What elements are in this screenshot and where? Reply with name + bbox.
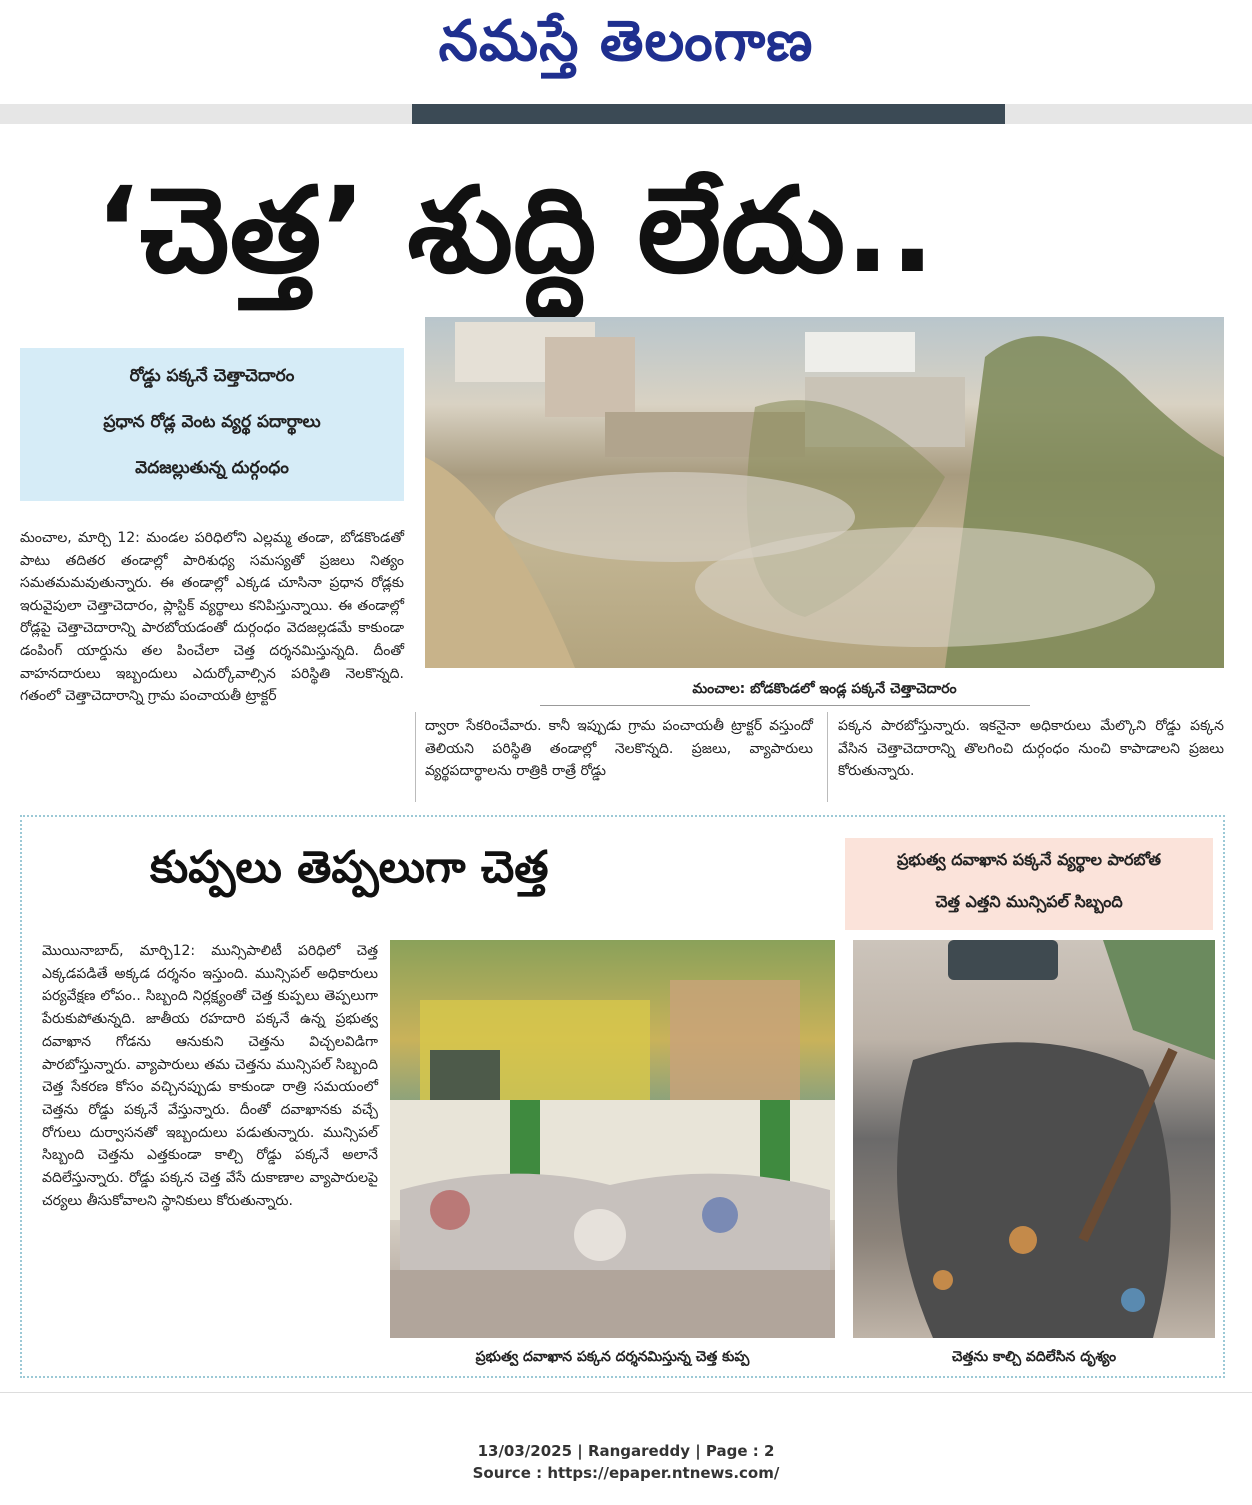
story1-column-3: పక్కన పారబోస్తున్నారు. ఇకనైనా అధికారులు మేల్కొని రోడ్డు పక్కన వేసిన చెత్తాచెదారాన్ని తొలగించి దుర్గంధం నుంచి కాపాడాలని ప్రజలు కోరుతున్నారు. [838,718,1224,780]
story1-column-1: మంచాల, మార్చి 12: మండల పరిధిలోని ఎల్లమ్మ తండా, బోడకొండతో పాటు తదితర తండాల్లో పారిశుధ్య సమస్యతో ప్రజలు నిత్యం సమతమమవుతున్నారు. ఈ తండాల్లో ఎక్కడ చూసినా ప్రధాన రోడ్లకు ఇరువైపులా చెత్తాచెదారం, ప్లాస్టిక్ వ్యర్థాలు కనిపిస్తున్నాయి. ఈ తండాల్లో రోడ్లపై చెత్తాచెదారాన్ని పారబోయడంతో దుర్గంధం వెదజల్లడమే కాకుండా డంపింగ్ యార్డును తల పించేలా చెత్త దర్శనమిస్తున్నది. దీంతో వాహనదారులు ఇబ్బందులు ఎదుర్కోవాల్సిన పరిస్థితి నెలకొన్నది. గతంలో చెత్తాచెదారాన్ని గ్రామ పంచాయతీ ట్రాక్టర్ [20,530,404,705]
story1-photo-caption: మంచాల: బోడకొండలో ఇండ్ల పక్కనే చెత్తాచెదారం [692,681,957,697]
story1-subhead-box [20,348,404,501]
garbage-roadside-image [425,317,1224,668]
column-divider [827,712,828,802]
garbage-heap-image [390,940,835,1338]
story1-photo [425,317,1224,668]
story2-headline: కుప్పలు తెప్పలుగా చెత్త [150,842,549,893]
story2-photo-right [853,940,1215,1338]
footer-source[interactable]: Source : https://epaper.ntnews.com/ [472,1464,780,1482]
story2-subhead-2: చెత్త ఎత్తని మున్సిపల్ సిబ్బంది [935,892,1123,911]
caption-rule [540,705,1030,706]
story1-subhead-1: రోడ్డు పక్కనే చెత్తాచెదారం [129,366,295,386]
header-bar [412,104,1005,124]
page-footer [0,1440,1252,1484]
story2-subhead-1: ప్రభుత్వ దవాఖాన పక్కనే వ్యర్థాల పారబోత [897,850,1161,869]
masthead [0,0,1252,95]
newspaper-logo: నమస్తే తెలంగాణ [438,8,814,74]
story2-caption-left: ప్రభుత్వ దవాఖాన పక్కన దర్శనమిస్తున్న చెత్త కుప్ప [475,1349,750,1365]
story2-body: మొయినాబాద్, మార్చి12: మున్సిపాలిటీ పరిధిలో చెత్త ఎక్కడపడితే అక్కడ దర్శనం ఇస్తుంది. మున్సిపల్ అధికారులు పర్యవేక్షణ లోపం.. సిబ్బంది నిర్లక్ష్యంతో చెత్త కుప్పలు తెప్పలుగా పేరుకుపోతున్నది. జాతీయ రహదారి పక్కనే ఉన్న ప్రభుత్వ దవాఖాన గోడను ఆనుకుని చెత్తను విచ్చలవిడిగా పారబోస్తున్నారు. వ్యాపారులు తమ చెత్తను మున్సిపల్ సిబ్బంది చెత్త సేకరణ కోసం వచ్చినప్పుడు కాకుండా రాత్రి సమయంలో చెత్తను రోడ్డు పక్కనే వేస్తున్నారు. దీంతో దవాఖానకు వచ్చే రోగులు దుర్వాసనతో ఇబ్బందులు పడుతున్నారు. మున్సిపల్ సిబ్బంది చెత్తను ఎత్తకుండా కాల్చి రోడ్డు పక్కనే అలానే వదిలేస్తున్నారు. రోడ్డు పక్కన చెత్త వేసే దుకాణాల వ్యాపారులపై చర్యలు తీసుకోవాలని స్థానికులు కోరుతున్నారు. [42,943,378,1209]
burnt-garbage-image [853,940,1215,1338]
footer-date-edition: 13/03/2025 | Rangareddy | Page : 2 [477,1442,775,1460]
story2-subhead-box [845,838,1213,930]
story1-subhead-3: వెదజల్లుతున్న దుర్గంధం [135,458,289,478]
next-article-strip [0,1392,1252,1421]
story1-column-2: ద్వారా సేకరించేవారు. కానీ ఇప్పుడు గ్రామ పంచాయతీ ట్రాక్టర్ వస్తుందో తెలియని పరిస్థితి తండాల్లో నెలకొన్నది. ప్రజలు, వ్యాపారులు వ్యర్థపదార్థాలను రాత్రికి రాత్రే రోడ్డు [425,718,813,780]
story2-photo-left [390,940,835,1338]
column-divider [415,712,416,802]
story1-subhead-2: ప్రధాన రోడ్ల వెంట వ్యర్థ పదార్థాలు [103,412,321,432]
story2-caption-right: చెత్తను కాల్చి వదిలేసిన దృశ్యం [951,1349,1117,1365]
story1-headline: ‘చెత్త’ శుద్ధి లేదు.. [95,161,935,299]
